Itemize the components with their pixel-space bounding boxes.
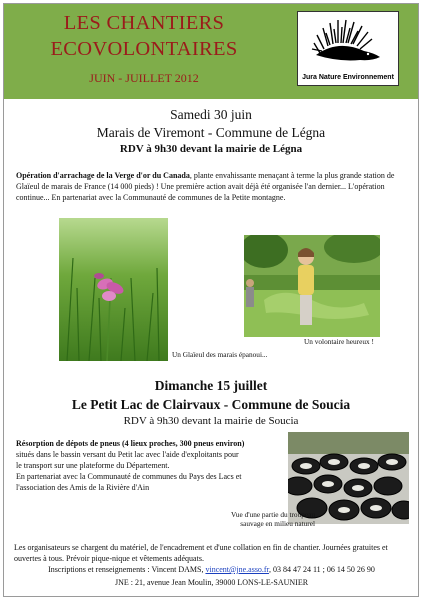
event2-description — [16, 438, 286, 493]
event2-rdv: RDV à 9h30 devant la mairie de Soucia — [123, 415, 299, 427]
event1-rdv: RDV à 9h30 devant la mairie de Légna — [119, 143, 303, 155]
header-banner — [4, 4, 418, 99]
photo-volunteer — [244, 235, 380, 337]
photo-glaieul — [59, 218, 168, 361]
flyer-page — [3, 3, 419, 597]
footer-address: JNE : 21, avenue Jean Moulin, 39000 LONS-LE-SAUNIER — [114, 578, 309, 587]
jne-logo — [297, 11, 399, 86]
caption-tires-line-1: Vue d'une partie du troupeau — [231, 510, 315, 519]
event1-description-rest: , plante envahissante menaçant à terme la plus grande station de Glaïeul de marais de France (14 000 pieds) ! Une première action avait déjà été organisée l'an dernier... L'opération continue... En partenariat avec la Communauté de communes de la Petite montagne. — [16, 171, 395, 202]
contact-suffix: , 03 84 47 24 11 ; 06 14 50 26 90 — [268, 565, 375, 574]
email-link[interactable]: vincent@jne.asso.fr — [205, 565, 269, 574]
title-line-1: LES CHANTIERS — [63, 12, 225, 34]
event1-description-bold: Opération d'arrachage de la Verge d'or du Canada — [16, 171, 190, 180]
event2-desc-line-5: l'association des Amis de la Rivière d'Ain — [16, 483, 150, 492]
caption-tires-line-2: sauvage en milieu naturel — [240, 519, 315, 528]
header-dates: JUIN - JUILLET 2012 — [89, 71, 199, 85]
event2-desc-line-2: situés dans le bassin versant du Petit lac avec l'aide d'exploitants pour — [16, 450, 239, 459]
contact-prefix: Inscriptions et renseignements : Vincent DAMS, — [48, 565, 206, 574]
logo-text: Jura Nature Environnement — [302, 74, 394, 81]
event1-place: Marais de Viremont - Commune de Légna — [96, 125, 326, 140]
hedgehog-icon — [308, 15, 388, 65]
caption-volunteer: Un volontaire heureux ! — [304, 337, 374, 346]
caption-tires — [190, 510, 315, 528]
footer-contact — [14, 564, 409, 575]
event2-desc-line-4: En partenariat avec la Communauté de communes du Pays des Lacs et — [16, 472, 242, 481]
footer-info: Les organisateurs se chargent du matériel, de l'encadrement et d'une collation en fin de chantier. Journées gratuites et ouvertes à tous. Prévoir pique-nique et vêtements adéquats. — [14, 543, 388, 563]
event2-place: Le Petit Lac de Clairvaux - Commune de Soucia — [71, 397, 351, 412]
title-line-2: ECOVOLONTAIRES — [50, 38, 238, 60]
event2-date: Dimanche 15 juillet — [154, 378, 268, 393]
event1-description — [16, 170, 408, 203]
event2-desc-line-3: le transport sur une plateforme du Département. — [16, 461, 170, 470]
event2-desc-line-1: Résorption de dépots de pneus (4 lieux proches, 300 pneus environ) — [16, 439, 245, 448]
event1-date: Samedi 30 juin — [170, 107, 252, 122]
caption-glaieul: Un Glaïeul des marais épanoui... — [172, 350, 268, 359]
